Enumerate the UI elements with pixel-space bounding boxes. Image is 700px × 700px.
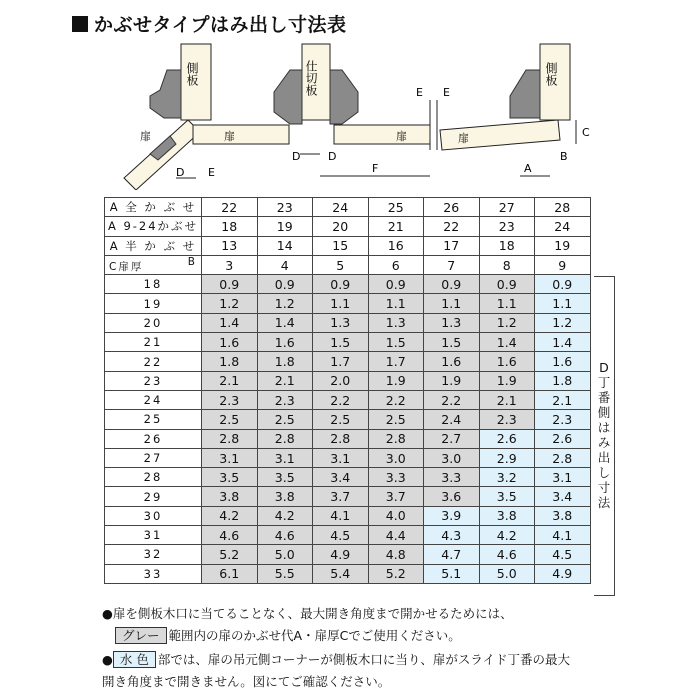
value-cell: 0.9 (535, 275, 591, 294)
value-cell: 1.1 (424, 294, 480, 313)
value-cell: 3.1 (535, 468, 591, 487)
value-cell: 4.0 (368, 506, 424, 525)
label-D3: D (328, 150, 337, 163)
head-cell: 19 (257, 217, 313, 236)
value-cell: 4.9 (313, 545, 369, 564)
label-gawaita-left: 側板 (185, 62, 199, 86)
note-text-1: ●扉を側板木口に当てることなく、最大開き角度まで開かせるためには、 (102, 606, 513, 621)
head-row-label: A 半 か ぶ せ (105, 236, 202, 255)
value-cell: 3.7 (313, 487, 369, 506)
square-bullet-icon (72, 16, 88, 32)
label-E3: E (443, 86, 450, 99)
label-F: F (372, 162, 379, 175)
door-middle (334, 125, 430, 144)
label-E1: E (208, 166, 215, 179)
value-cell: 1.5 (424, 333, 480, 352)
label-gawaita-right: 側板 (544, 62, 558, 86)
value-cell: 1.4 (479, 333, 535, 352)
note-text-3: 部では、扉の吊元側コーナーが側板木口に当り、扉がスライド丁番の最大 (157, 652, 571, 667)
value-cell: 1.5 (368, 333, 424, 352)
value-cell: 1.2 (535, 313, 591, 332)
value-cell: 3.2 (479, 468, 535, 487)
head-cell: 24 (313, 198, 369, 217)
value-cell: 2.8 (257, 429, 313, 448)
table-head-row (105, 198, 591, 217)
hinge-middle-right (330, 70, 358, 124)
label-C: C (582, 126, 590, 139)
head-row-label: A 全 か ぶ せ (105, 198, 202, 217)
value-cell: 2.3 (479, 410, 535, 429)
b-value-cell: 4 (257, 255, 313, 274)
value-cell: 4.7 (424, 545, 480, 564)
value-cell: 2.8 (368, 429, 424, 448)
label-shikiri: 仕切板 (304, 60, 318, 96)
note-line-3 (102, 650, 570, 670)
c-thickness-cell: 28 (105, 468, 202, 487)
c-thickness-cell: 18 (105, 275, 202, 294)
value-cell: 2.6 (479, 429, 535, 448)
value-cell: 3.1 (313, 448, 369, 467)
label-A: A (524, 162, 532, 175)
head-cell: 28 (535, 198, 591, 217)
value-cell: 1.1 (479, 294, 535, 313)
b-label: B (187, 255, 197, 268)
value-cell: 3.8 (479, 506, 535, 525)
value-cell: 2.2 (424, 390, 480, 409)
label-D1: D (176, 166, 185, 179)
value-cell: 2.1 (535, 390, 591, 409)
note-text-4: 開き角度まで開きません。図にてご確認ください。 (102, 674, 391, 689)
value-cell: 4.3 (424, 526, 480, 545)
value-cell: 6.1 (202, 564, 258, 583)
table-row (105, 429, 591, 448)
value-cell: 2.3 (535, 410, 591, 429)
value-cell: 3.3 (424, 468, 480, 487)
value-cell: 3.5 (202, 468, 258, 487)
value-cell: 3.8 (257, 487, 313, 506)
value-cell: 3.4 (535, 487, 591, 506)
value-cell: 5.1 (424, 564, 480, 583)
label-tobira-3: 扉 (396, 130, 407, 143)
table-row (105, 564, 591, 583)
value-cell: 4.5 (535, 545, 591, 564)
value-cell: 4.9 (535, 564, 591, 583)
c-thickness-cell: 19 (105, 294, 202, 313)
table-row (105, 545, 591, 564)
b-value-cell: 5 (313, 255, 369, 274)
value-cell: 2.8 (313, 429, 369, 448)
note-line-4 (102, 672, 390, 692)
table-row (105, 448, 591, 467)
value-cell: 2.2 (313, 390, 369, 409)
value-cell: 1.6 (257, 333, 313, 352)
value-cell: 2.5 (202, 410, 258, 429)
head-cell: 17 (424, 236, 480, 255)
value-cell: 2.0 (313, 371, 369, 390)
value-cell: 5.0 (479, 564, 535, 583)
head-cell: 14 (257, 236, 313, 255)
value-cell: 1.6 (202, 333, 258, 352)
table-row (105, 487, 591, 506)
value-cell: 5.5 (257, 564, 313, 583)
value-cell: 4.8 (368, 545, 424, 564)
value-cell: 1.9 (424, 371, 480, 390)
table-row (105, 313, 591, 332)
b-c-corner (105, 255, 202, 274)
value-cell: 3.0 (424, 448, 480, 467)
label-tobira-2: 扉 (224, 130, 235, 143)
value-cell: 2.2 (368, 390, 424, 409)
head-cell: 15 (313, 236, 369, 255)
value-cell: 4.6 (202, 526, 258, 545)
value-cell: 3.0 (368, 448, 424, 467)
table-row (105, 526, 591, 545)
c-thickness-cell: 22 (105, 352, 202, 371)
value-cell: 4.6 (479, 545, 535, 564)
value-cell: 1.3 (368, 313, 424, 332)
value-cell: 2.4 (424, 410, 480, 429)
value-cell: 3.1 (257, 448, 313, 467)
table-row (105, 352, 591, 371)
head-cell: 26 (424, 198, 480, 217)
value-cell: 1.7 (313, 352, 369, 371)
head-cell: 20 (313, 217, 369, 236)
head-cell: 22 (202, 198, 258, 217)
value-cell: 1.6 (535, 352, 591, 371)
c-thickness-cell: 29 (105, 487, 202, 506)
label-tobira-4: 扉 (458, 132, 469, 145)
blue-tag: 水 色 (113, 651, 156, 668)
c-label: C扉厚 (109, 261, 144, 274)
b-value-cell: 8 (479, 255, 535, 274)
label-E2: E (416, 86, 423, 99)
value-cell: 4.5 (313, 526, 369, 545)
value-cell: 1.3 (313, 313, 369, 332)
c-thickness-cell: 27 (105, 448, 202, 467)
value-cell: 5.4 (313, 564, 369, 583)
value-cell: 1.4 (202, 313, 258, 332)
table-head-row (105, 236, 591, 255)
value-cell: 3.7 (368, 487, 424, 506)
page-title (72, 10, 347, 37)
label-D2: D (292, 150, 301, 163)
value-cell: 2.7 (424, 429, 480, 448)
value-cell: 2.9 (479, 448, 535, 467)
table-row (105, 371, 591, 390)
table-row (105, 275, 591, 294)
value-cell: 2.1 (202, 371, 258, 390)
b-header-row (105, 255, 591, 274)
value-cell: 1.1 (368, 294, 424, 313)
value-cell: 4.4 (368, 526, 424, 545)
value-cell: 4.2 (202, 506, 258, 525)
head-cell: 25 (368, 198, 424, 217)
head-cell: 21 (368, 217, 424, 236)
c-thickness-cell: 31 (105, 526, 202, 545)
dimension-table (104, 197, 591, 584)
value-cell: 1.6 (424, 352, 480, 371)
value-cell: 1.1 (313, 294, 369, 313)
value-cell: 2.8 (202, 429, 258, 448)
c-thickness-cell: 25 (105, 410, 202, 429)
value-cell: 1.2 (257, 294, 313, 313)
note-line-2 (115, 626, 461, 646)
value-cell: 5.2 (368, 564, 424, 583)
value-cell: 1.2 (479, 313, 535, 332)
head-cell: 27 (479, 198, 535, 217)
value-cell: 1.1 (535, 294, 591, 313)
value-cell: 0.9 (313, 275, 369, 294)
c-thickness-cell: 33 (105, 564, 202, 583)
value-cell: 3.9 (424, 506, 480, 525)
head-cell: 16 (368, 236, 424, 255)
head-cell: 18 (202, 217, 258, 236)
value-cell: 1.3 (424, 313, 480, 332)
head-cell: 22 (424, 217, 480, 236)
value-cell: 0.9 (257, 275, 313, 294)
value-cell: 1.9 (479, 371, 535, 390)
label-tobira-1: 扉 (140, 130, 151, 143)
value-cell: 3.6 (424, 487, 480, 506)
value-cell: 0.9 (424, 275, 480, 294)
value-cell: 3.8 (535, 506, 591, 525)
bullet: ● (102, 652, 113, 667)
hinge-middle-left (274, 70, 302, 124)
side-label: D丁番側はみ出し寸法 (597, 360, 611, 510)
value-cell: 3.5 (479, 487, 535, 506)
value-cell: 2.5 (368, 410, 424, 429)
head-cell: 24 (535, 217, 591, 236)
c-thickness-cell: 30 (105, 506, 202, 525)
hinge-left (150, 70, 181, 118)
value-cell: 0.9 (479, 275, 535, 294)
value-cell: 4.6 (257, 526, 313, 545)
c-thickness-cell: 24 (105, 390, 202, 409)
table-row (105, 506, 591, 525)
value-cell: 2.3 (257, 390, 313, 409)
head-cell: 13 (202, 236, 258, 255)
table-row (105, 294, 591, 313)
table-row (105, 410, 591, 429)
c-thickness-cell: 32 (105, 545, 202, 564)
value-cell: 2.1 (257, 371, 313, 390)
value-cell: 1.8 (257, 352, 313, 371)
label-B: B (560, 150, 568, 163)
b-value-cell: 9 (535, 255, 591, 274)
value-cell: 4.2 (479, 526, 535, 545)
value-cell: 0.9 (202, 275, 258, 294)
value-cell: 1.8 (535, 371, 591, 390)
value-cell: 5.0 (257, 545, 313, 564)
value-cell: 2.8 (535, 448, 591, 467)
c-thickness-cell: 20 (105, 313, 202, 332)
head-cell: 19 (535, 236, 591, 255)
table-row (105, 468, 591, 487)
value-cell: 1.4 (257, 313, 313, 332)
value-cell: 0.9 (368, 275, 424, 294)
value-cell: 5.2 (202, 545, 258, 564)
value-cell: 1.6 (479, 352, 535, 371)
c-thickness-cell: 23 (105, 371, 202, 390)
title-text: かぶせタイプはみ出し寸法表 (94, 14, 347, 36)
note-line-1 (102, 604, 513, 624)
value-cell: 3.3 (368, 468, 424, 487)
value-cell: 1.8 (202, 352, 258, 371)
note-text-2: 範囲内の扉のかぶせ代A・扉厚Cでご使用ください。 (168, 628, 461, 643)
head-cell: 18 (479, 236, 535, 255)
value-cell: 1.5 (313, 333, 369, 352)
value-cell: 1.4 (535, 333, 591, 352)
value-cell: 2.6 (535, 429, 591, 448)
b-value-cell: 6 (368, 255, 424, 274)
head-cell: 23 (479, 217, 535, 236)
value-cell: 1.9 (368, 371, 424, 390)
table-row (105, 390, 591, 409)
value-cell: 2.5 (313, 410, 369, 429)
hinge-diagram (0, 40, 700, 190)
door-left (193, 125, 289, 144)
b-value-cell: 3 (202, 255, 258, 274)
value-cell: 1.2 (202, 294, 258, 313)
value-cell: 2.3 (202, 390, 258, 409)
c-thickness-cell: 26 (105, 429, 202, 448)
value-cell: 4.1 (313, 506, 369, 525)
head-cell: 23 (257, 198, 313, 217)
value-cell: 1.7 (368, 352, 424, 371)
value-cell: 2.5 (257, 410, 313, 429)
value-cell: 4.2 (257, 506, 313, 525)
b-value-cell: 7 (424, 255, 480, 274)
gray-tag: グレー (115, 627, 167, 644)
value-cell: 3.5 (257, 468, 313, 487)
value-cell: 3.4 (313, 468, 369, 487)
table-head-row (105, 217, 591, 236)
head-row-label: A 9-24かぶせ (105, 217, 202, 236)
c-thickness-cell: 21 (105, 333, 202, 352)
hinge-right (510, 70, 540, 118)
value-cell: 4.1 (535, 526, 591, 545)
value-cell: 3.8 (202, 487, 258, 506)
value-cell: 2.1 (479, 390, 535, 409)
table-row (105, 333, 591, 352)
value-cell: 3.1 (202, 448, 258, 467)
